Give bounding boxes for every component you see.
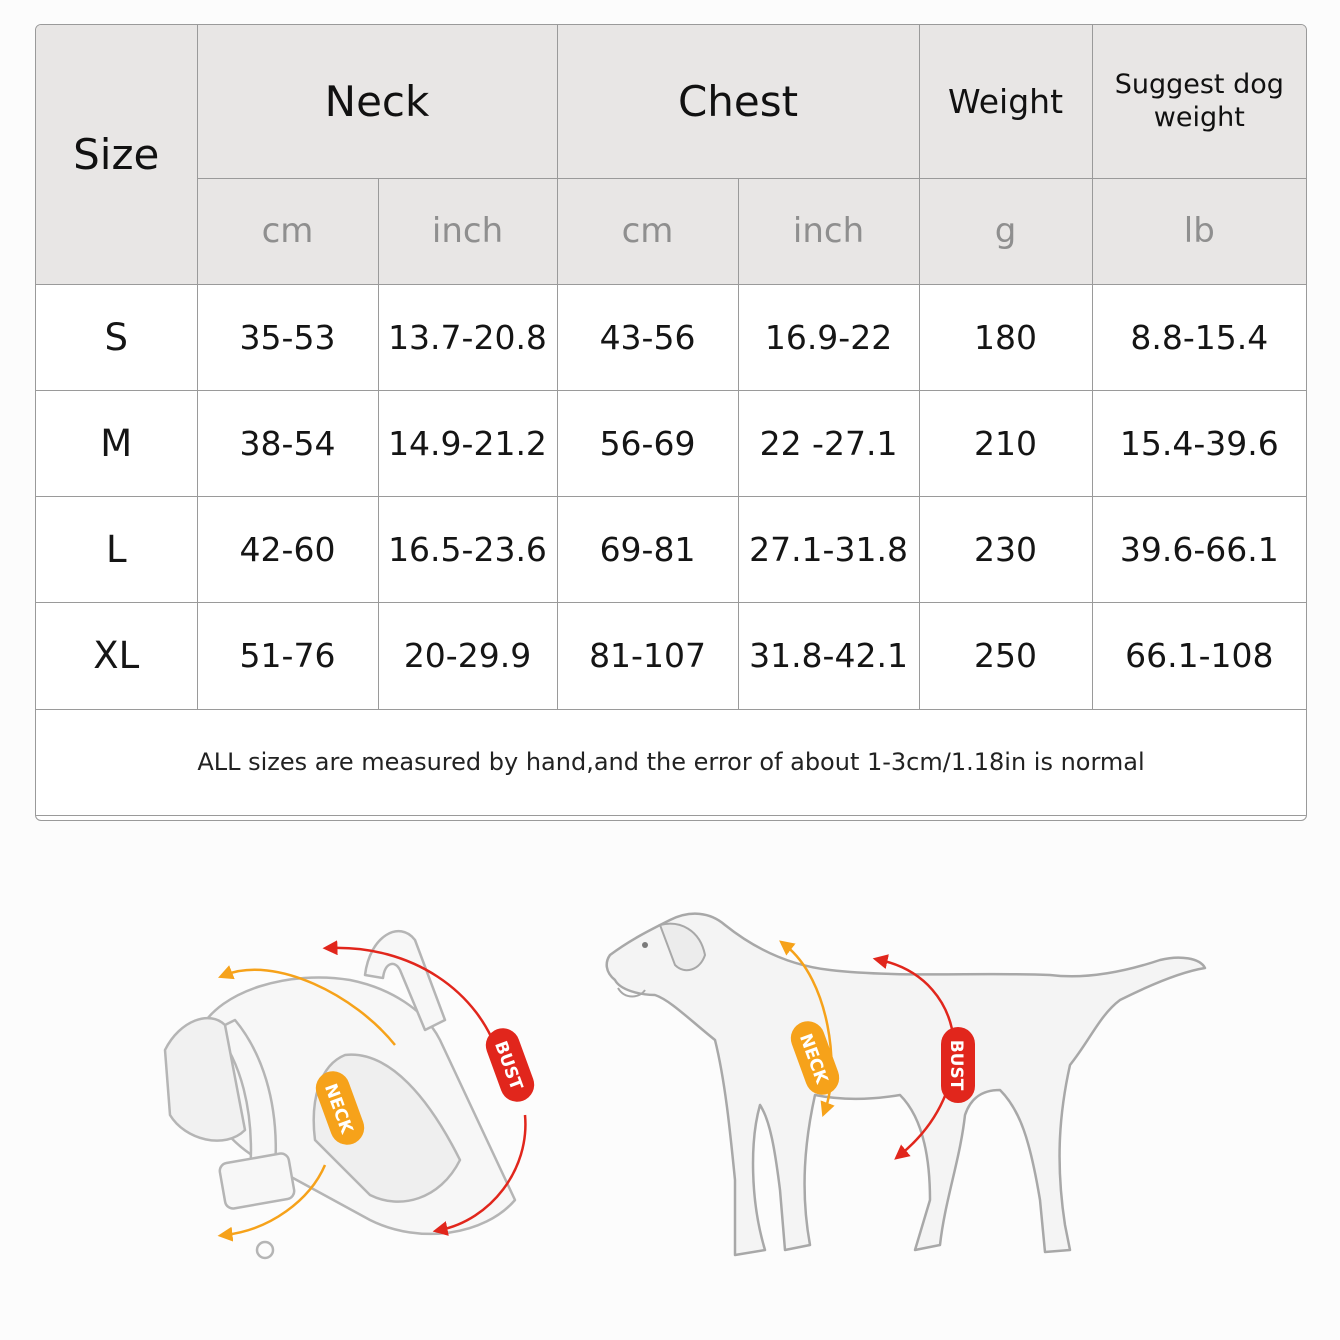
table-row [36, 284, 1306, 390]
header-chest: Chest [557, 25, 919, 178]
size-chart-table [35, 24, 1307, 821]
size-label: S [36, 284, 197, 390]
bust-badge [941, 1027, 975, 1103]
neck-cm: 35-53 [197, 284, 378, 390]
size-label: XL [36, 602, 197, 709]
dog-weight-lb: 8.8-15.4 [1092, 284, 1306, 390]
unit-neck-inch: inch [378, 178, 557, 284]
header-suggest-line2: weight [1153, 102, 1245, 134]
neck-inch: 20-29.9 [378, 602, 557, 709]
header-suggest-line1: Suggest dog [1114, 69, 1284, 101]
unit-weight-g: g [919, 178, 1092, 284]
bust-badge [481, 1023, 539, 1106]
header-size: Size [36, 25, 197, 284]
chest-cm: 69-81 [557, 496, 738, 602]
chest-cm: 81-107 [557, 602, 738, 709]
harness-buckle [219, 1152, 296, 1209]
table-row [36, 390, 1306, 496]
neck-inch: 13.7-20.8 [378, 284, 557, 390]
table-row [36, 602, 1306, 709]
neck-cm: 38-54 [197, 390, 378, 496]
chest-cm: 56-69 [557, 390, 738, 496]
unit-neck-cm: cm [197, 178, 378, 284]
dog-weight-lb: 66.1-108 [1092, 602, 1306, 709]
dog-eye [642, 942, 648, 948]
weight-g: 210 [919, 390, 1092, 496]
unit-dog-lb: lb [1092, 178, 1306, 284]
harness-illustration [140, 900, 580, 1280]
header-neck: Neck [197, 25, 557, 178]
neck-inch: 16.5-23.6 [378, 496, 557, 602]
neck-label: NECK [794, 1031, 832, 1087]
neck-inch: 14.9-21.2 [378, 390, 557, 496]
unit-chest-cm: cm [557, 178, 738, 284]
weight-g: 180 [919, 284, 1092, 390]
header-suggest-dog-weight [1092, 25, 1306, 178]
table-row [36, 496, 1306, 602]
dog-weight-lb: 15.4-39.6 [1092, 390, 1306, 496]
header-weight: Weight [919, 25, 1092, 178]
chest-inch: 22 -27.1 [738, 390, 919, 496]
dog-weight-lb: 39.6-66.1 [1092, 496, 1306, 602]
bust-label: BUST [490, 1038, 527, 1093]
unit-chest-inch: inch [738, 178, 919, 284]
size-label: M [36, 390, 197, 496]
size-label: L [36, 496, 197, 602]
weight-g: 250 [919, 602, 1092, 709]
chest-cm: 43-56 [557, 284, 738, 390]
dog-illustration [600, 900, 1220, 1280]
neck-cm: 42-60 [197, 496, 378, 602]
chest-inch: 27.1-31.8 [738, 496, 919, 602]
chest-inch: 16.9-22 [738, 284, 919, 390]
measurement-note: ALL sizes are measured by hand,and the error of about 1-3cm/1.18in is normal [36, 709, 1306, 815]
harness-ring [257, 1242, 273, 1258]
bust-label: BUST [946, 1039, 966, 1091]
neck-label: NECK [319, 1081, 357, 1137]
chest-inch: 31.8-42.1 [738, 602, 919, 709]
weight-g: 230 [919, 496, 1092, 602]
neck-cm: 51-76 [197, 602, 378, 709]
